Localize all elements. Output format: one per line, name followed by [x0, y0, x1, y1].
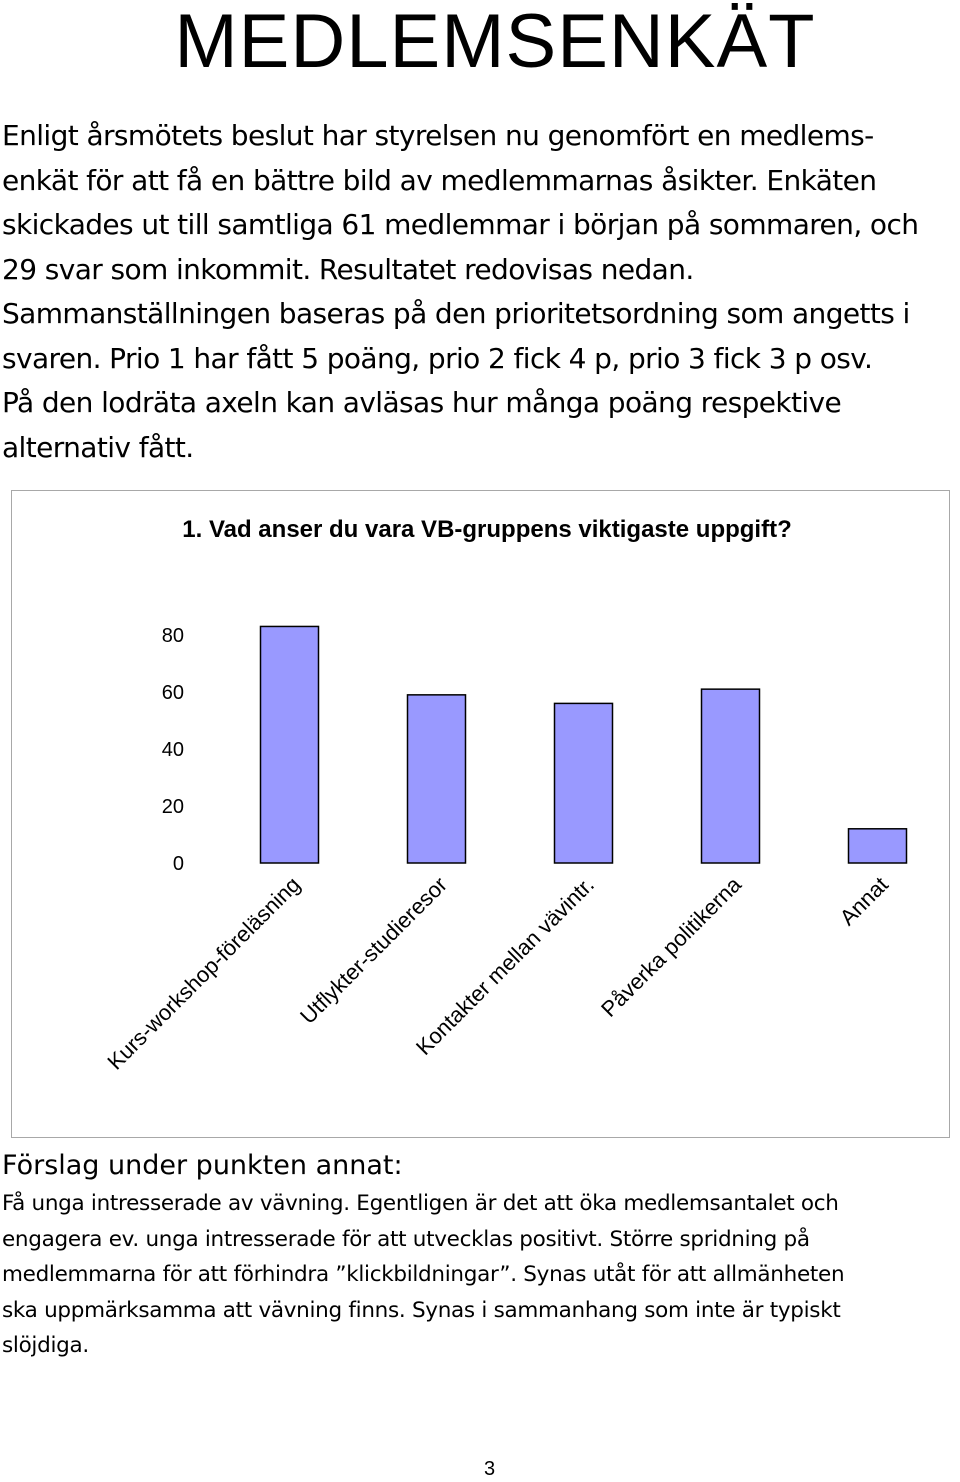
- page-title: MEDLEMSENKÄT: [174, 0, 816, 84]
- x-category-label: Kurs-workshop-föreläsning: [102, 871, 306, 1075]
- intro-line: skickades ut till samtliga 61 medlemmar i början på sommaren, och: [2, 208, 919, 241]
- annat-line: slöjdiga.: [2, 1333, 89, 1359]
- intro-line: Enligt årsmötets beslut har styrelsen nu genomfört en medlems-: [2, 119, 874, 152]
- intro-line: alternativ fått.: [2, 430, 194, 464]
- annat-line: medlemmarna för att förhindra ”klickbildningar”. Synas utåt för att allmänheten: [2, 1262, 845, 1288]
- intro-line: På den lodräta axeln kan avläsas hur många poäng respektive: [2, 386, 842, 419]
- x-category-label: Utflykter-studieresor: [295, 871, 453, 1029]
- annat-heading: Förslag under punkten annat:: [2, 1150, 403, 1181]
- intro-line: enkät för att få en bättre bild av medlemmarnas åsikter. Enkäten: [2, 163, 877, 197]
- intro-paragraph: [2, 114, 960, 470]
- chart-frame: [11, 490, 950, 1138]
- y-tick-label: 20: [161, 796, 184, 818]
- intro-line: Sammanställningen baseras på den prioritetsordning som angetts i: [2, 297, 910, 330]
- y-tick-label: 40: [161, 739, 184, 761]
- bar: [408, 695, 466, 863]
- annat-paragraph: [2, 1186, 957, 1364]
- page-number: 3: [484, 1458, 496, 1480]
- annat-line: Få unga intresserade av vävning. Egentligen är det att öka medlemsantalet och: [2, 1191, 839, 1216]
- bar: [555, 703, 613, 863]
- intro-line: svaren. Prio 1 har fått 5 poäng, prio 2 fick 4 p, prio 3 fick 3 p osv.: [2, 341, 873, 375]
- bar: [702, 689, 760, 863]
- intro-line: 29 svar som inkommit. Resultatet redovisas nedan.: [2, 252, 694, 286]
- x-category-label: Påverka politikerna: [596, 871, 747, 1022]
- annat-line: ska uppmärksamma att vävning finns. Synas i sammanhang som inte är typiskt: [2, 1297, 841, 1323]
- bar: [261, 626, 319, 863]
- bar-chart: [12, 491, 949, 1137]
- x-category-label: Kontakter mellan vävintr.: [411, 871, 600, 1060]
- bar: [849, 829, 907, 863]
- y-tick-label: 0: [172, 853, 184, 875]
- y-tick-label: 80: [161, 625, 184, 647]
- chart-title: 1. Vad anser du vara VB-gruppens viktigaste uppgift?: [182, 516, 792, 543]
- y-tick-label: 60: [161, 682, 184, 704]
- annat-line: engagera ev. unga intresserade för att utvecklas positivt. Större spridning på: [2, 1226, 810, 1252]
- x-category-label: Annat: [834, 871, 894, 931]
